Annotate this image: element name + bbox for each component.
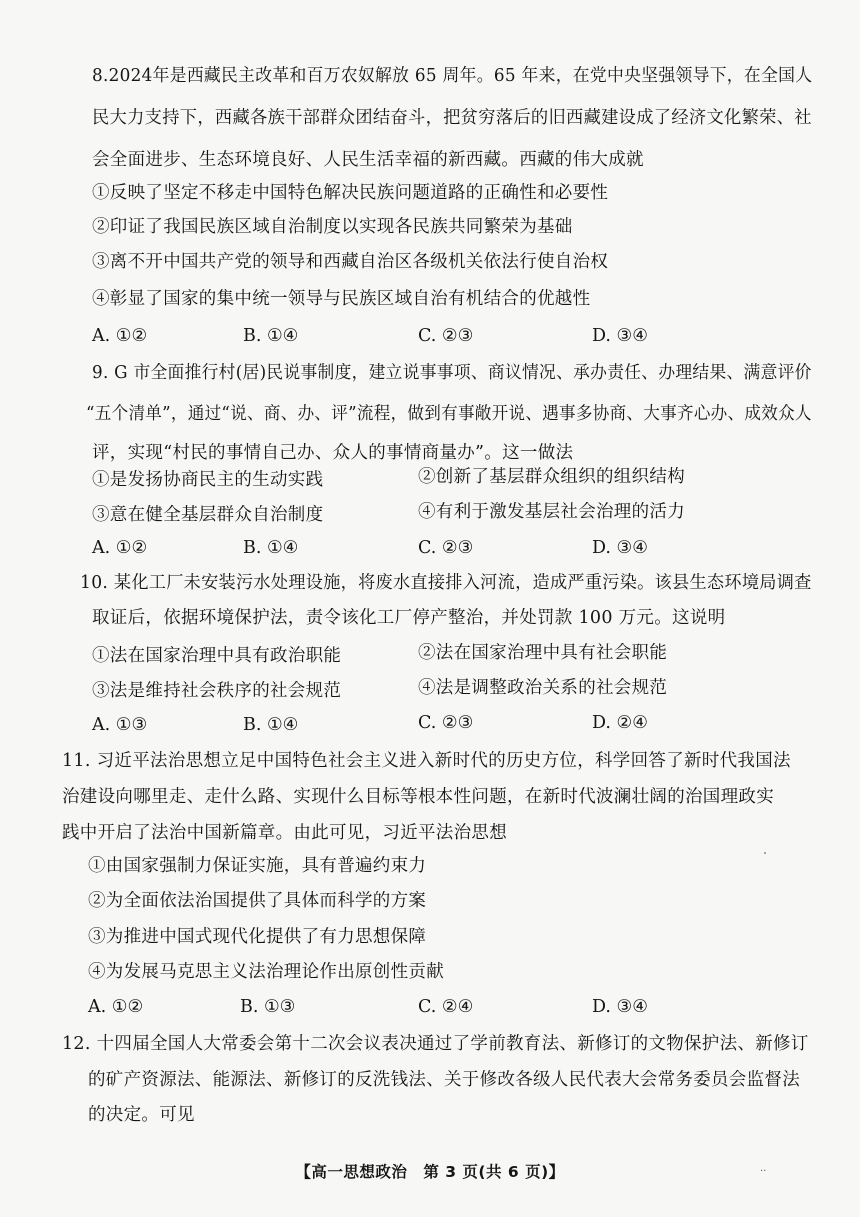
statement-option: ②印证了我国民族区域自治制度以实现各民族共同繁荣为基础 [92,217,573,237]
answer-choice-c[interactable]: C. ②③ [418,326,474,346]
statement-option: ②创新了基层群众组织的组织结构 [418,467,685,487]
answer-choice-d[interactable]: D. ②④ [592,713,648,733]
answer-choice-c[interactable]: C. ②③ [418,713,474,733]
question-stem-line: 12. 十四届全国人大常委会第十二次会议表决通过了学前教育法、新修订的文物保护法、新修订 [62,1034,809,1054]
statement-option: ①反映了坚定不移走中国特色解决民族问题道路的正确性和必要性 [92,183,609,203]
page-footer: 【高一思想政治 第 3 页(共 6 页)】 [295,1163,565,1181]
statement-option: ②为全面依法治国提供了具体而科学的方案 [88,891,427,911]
question-stem-line: 评，实现“村民的事情自己办、众人的事情商量办”。这一做法 [92,443,574,463]
answer-choice-a[interactable]: A. ①② [92,538,148,558]
question-stem-line: 治建设向哪里走、走什么路、实现什么目标等根本性问题，在新时代波澜壮阔的治国理政实 [62,787,774,807]
answer-choice-b[interactable]: B. ①④ [243,538,299,558]
statement-option: ④为发展马克思主义法治理论作出原创性贡献 [88,962,444,982]
statement-option: ④有利于激发基层社会治理的活力 [418,502,685,522]
statement-option: ①法在国家治理中具有政治职能 [92,646,342,666]
answer-choice-b[interactable]: B. ①④ [243,326,299,346]
statement-option: ③离不开中国共产党的领导和西藏自治区各级机关依法行使自治权 [92,252,609,272]
question-stem-line: 践中开启了法治中国新篇章。由此可见，习近平法治思想 [62,823,507,843]
statement-option: ②法在国家治理中具有社会职能 [418,643,668,663]
statement-option: ③意在健全基层群众自治制度 [92,505,324,525]
question-stem-line: 会全面进步、生态环境良好、人民生活幸福的新西藏。西藏的伟大成就 [92,150,644,170]
answer-choice-b[interactable]: B. ①③ [240,997,296,1017]
statement-option: ④法是调整政治关系的社会规范 [418,678,668,698]
answer-choice-d[interactable]: D. ③④ [592,997,648,1017]
question-stem-line: 民大力支持下，西藏各族干部群众团结奋斗，把贫穷落后的旧西藏建设成了经济文化繁荣、社 [92,108,812,128]
question-stem-line: “五个清单”，通过“说、商、办、评”流程，做到有事敞开说、遇事多协商、大事齐心办、成效众人 [86,404,812,424]
statement-option: ④彰显了国家的集中统一领导与民族区域自治有机结合的优越性 [92,289,591,309]
statement-option: ③为推进中国式现代化提供了有力思想保障 [88,927,427,947]
answer-choice-c[interactable]: C. ②④ [418,997,474,1017]
question-stem-line: 9. G 市全面推行村(居)民说事制度，建立说事事项、商议情况、承办责任、办理结果、满意评价 [92,363,812,383]
statement-option: ③法是维持社会秩序的社会规范 [92,681,342,701]
answer-choice-a[interactable]: A. ①③ [92,715,148,735]
question-stem-line: 取证后，依据环境保护法，责令该化工厂停产整治，并处罚款 100 万元。这说明 [92,608,726,628]
answer-choice-d[interactable]: D. ③④ [592,326,648,346]
answer-choice-a[interactable]: A. ①② [92,326,148,346]
corner-mark: .. [760,1163,767,1174]
question-stem-line: 8.2024年是西藏民主改革和百万农奴解放 65 周年。65 年来，在党中央坚强领导下，在全国人 [92,66,813,86]
question-stem-line: 的矿产资源法、能源法、新修订的反洗钱法、关于修改各级人民代表大会常务委员会监督法 [88,1070,800,1090]
statement-option: ①由国家强制力保证实施，具有普遍约束力 [88,856,427,876]
question-stem-line: 10. 某化工厂未安装污水处理设施，将废水直接排入河流，造成严重污染。该县生态环境局调查 [80,573,812,593]
question-stem-line: 11. 习近平法治思想立足中国特色社会主义进入新时代的历史方位，科学回答了新时代我国法 [62,751,791,771]
answer-choice-a[interactable]: A. ①② [88,997,144,1017]
answer-choice-b[interactable]: B. ①④ [243,715,299,735]
answer-choice-c[interactable]: C. ②③ [418,538,474,558]
scan-speck [764,852,766,854]
statement-option: ①是发扬协商民主的生动实践 [92,470,324,490]
answer-choice-d[interactable]: D. ③④ [592,538,648,558]
question-stem-line: 的决定。可见 [88,1105,195,1125]
